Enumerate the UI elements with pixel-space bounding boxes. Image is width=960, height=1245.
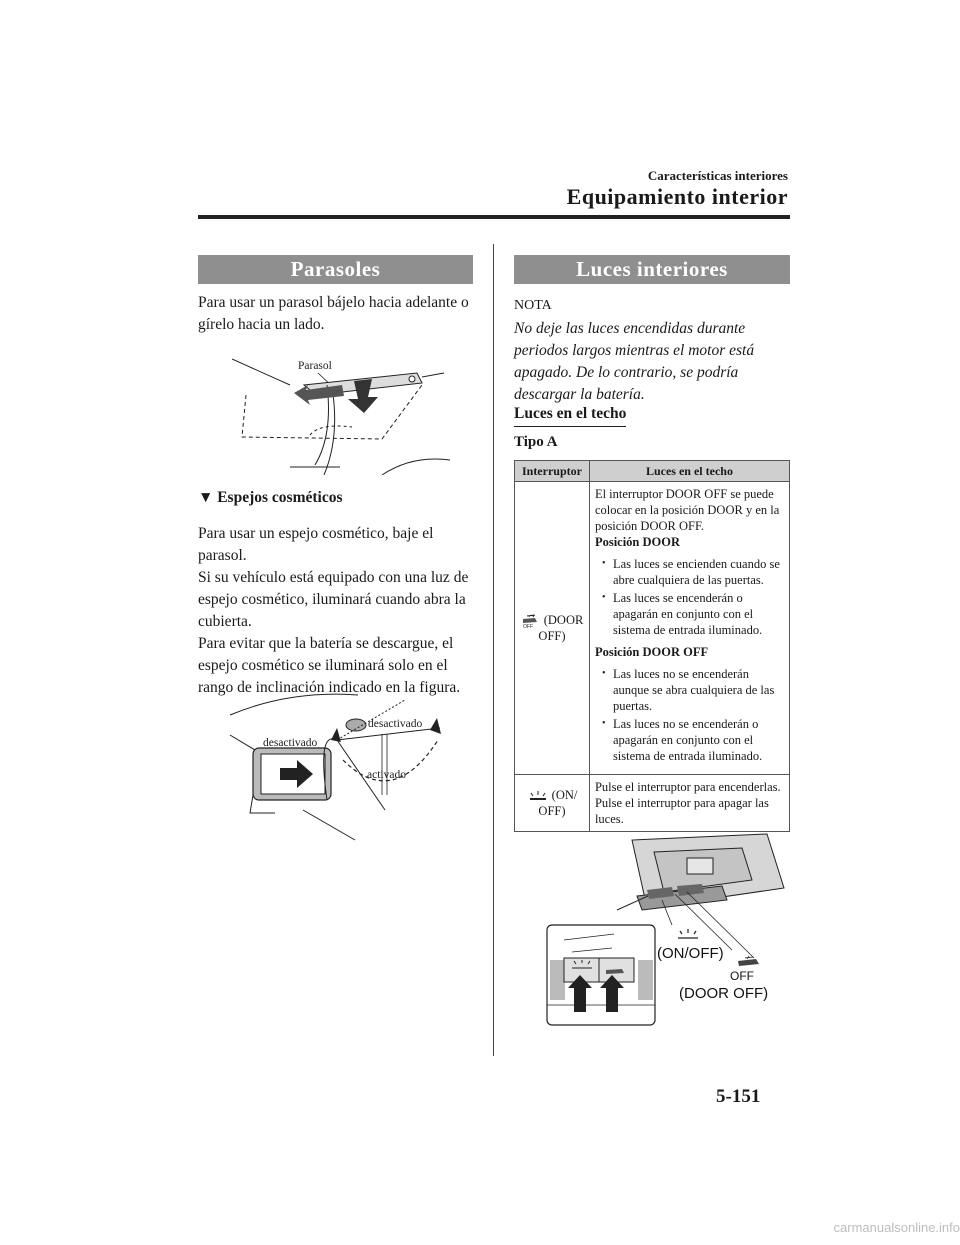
fig1-label-parasol: Parasol [298, 360, 332, 372]
table-header-switch: Interruptor [515, 461, 590, 482]
page-number: 5-151 [716, 1086, 761, 1107]
fig2-label-on: activado [367, 769, 406, 781]
table-header-row [515, 461, 790, 482]
nota-label: NOTA [514, 298, 552, 313]
banner-luces-interiores: Luces interiores [514, 255, 790, 284]
subhead-text: Espejos cosméticos [217, 489, 343, 506]
tipo-a: Tipo A [514, 434, 558, 450]
banner-parasoles: Parasoles [198, 255, 473, 284]
table-row [515, 482, 790, 775]
espejos-paragraph: Para usar un espejo cosmético, baje el parasol. Si su vehículo está equipado con una luz de espejo cosmético, iluminará cuando abra la cubierta. Para evitar que la batería se descargue, el espejo cosmético se iluminará solo en el rango de inclinación indicado en la figura. [198, 525, 469, 696]
door-off-list [595, 666, 784, 764]
table-header-lights: Luces en el techo [589, 461, 789, 482]
door-list [595, 556, 784, 638]
switch-table [514, 460, 790, 832]
fig3-label-dooroff: (DOOR OFF) [679, 985, 769, 1002]
section-title: Equipamiento interior [566, 184, 788, 209]
svg-text:OFF: OFF [522, 624, 533, 629]
on-off-description: Pulse el interruptor para encenderlas. Pulse el interruptor para apagar las luces. [589, 775, 789, 832]
header-rule [198, 215, 790, 219]
switch-door-off-label: (DOOR OFF) [538, 612, 584, 644]
column-divider [493, 244, 494, 1056]
pos-door-off-heading: Posición DOOR OFF [594, 645, 709, 659]
switch-door-off-cell [515, 482, 590, 775]
subhead-espejos [198, 489, 343, 507]
overhead-console-figure [542, 830, 792, 1030]
list-item: • Las luces no se encenderán o apagarán en conjunto con el sistema de entrada iluminado. [613, 716, 784, 764]
sun-visor-figure [232, 355, 452, 475]
door-off-icon [521, 614, 541, 628]
list-item: • Las luces se encenderán o apagarán en conjunto con el sistema de entrada iluminado. [613, 590, 784, 638]
fig3-label-onoff: (ON/OFF) [657, 945, 724, 962]
door-off-intro: El interruptor DOOR OFF se puede colocar en la posición DOOR y en la posición DOOR OFF. [594, 487, 780, 533]
list-item: • Las luces no se encenderán aunque se abra cualquiera de las puertas. [613, 666, 784, 714]
door-off-description [589, 482, 789, 775]
switch-on-off-label: (ON/ OFF) [538, 788, 578, 818]
list-item: • Las luces se encienden cuando se abre cualquiera de las puertas. [613, 556, 784, 588]
section-luces-techo: Luces en el techo [514, 405, 626, 427]
chapter-title: Características interiores [647, 168, 788, 183]
table-row [515, 775, 790, 832]
dome-light-icon [527, 790, 549, 802]
footer-watermark: carmanualsonline.info [833, 1220, 960, 1235]
switch-on-off-cell [515, 775, 590, 832]
vanity-mirror-figure [225, 690, 460, 845]
fig2-label-off-left: desactivado [263, 737, 318, 749]
fig3-label-off: OFF [730, 969, 754, 983]
nota-text: No deje las luces encendidas durante periodos largos mientras el motor está apagado. De lo contrario, se podría descargar la batería. [514, 320, 755, 403]
parasol-intro: Para usar un parasol bájelo hacia adelante o gírelo hacia un lado. [198, 294, 469, 333]
subhead-marker: ▼ [198, 489, 214, 506]
pos-door-heading: Posición DOOR [594, 535, 681, 549]
fig2-label-off-right: desactivado [368, 718, 423, 730]
